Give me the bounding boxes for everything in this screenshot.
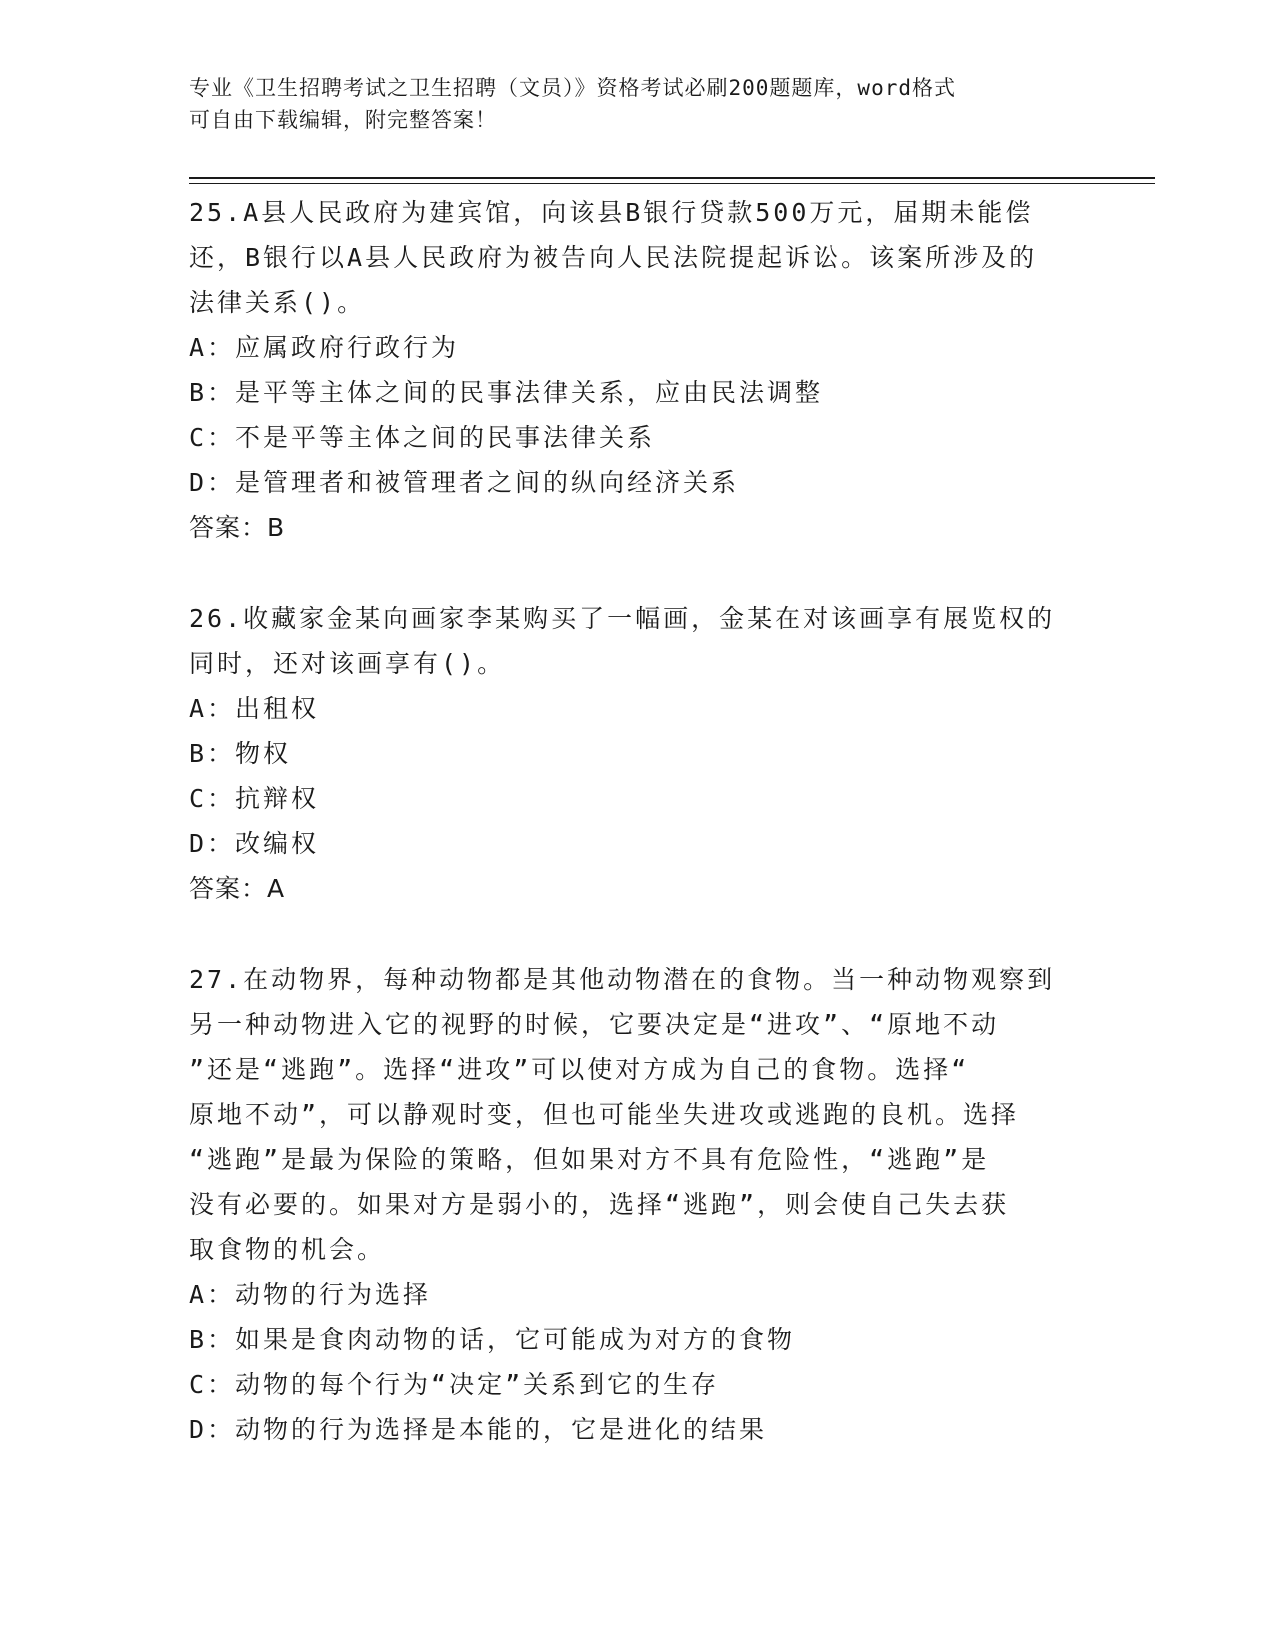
question-stem bbox=[189, 957, 1089, 1272]
option-c: C：动物的每个行为“决定”关系到它的生存 bbox=[189, 1370, 720, 1399]
stem-line: 26.收藏家金某向画家李某购买了一幅画，金某在对该画享有展览权的 bbox=[189, 604, 1056, 633]
option-b: B：如果是食肉动物的话，它可能成为对方的食物 bbox=[189, 1325, 796, 1354]
question-26 bbox=[189, 596, 1089, 911]
option-a: A：出租权 bbox=[189, 694, 320, 723]
stem-line: “逃跑”是最为保险的策略，但如果对方不具有危险性，“逃跑”是 bbox=[189, 1145, 990, 1174]
header-line-1: 专业《卫生招聘考试之卫生招聘（文员）》资格考试必刷200题题库，word格式 bbox=[189, 76, 956, 100]
header-line-2: 可自由下载编辑，附完整答案！ bbox=[189, 108, 497, 132]
option-a: A：动物的行为选择 bbox=[189, 1280, 432, 1309]
answer-line: 答案：B bbox=[189, 513, 286, 542]
question-stem bbox=[189, 596, 1089, 686]
question-25 bbox=[189, 190, 1089, 550]
stem-line: ”还是“逃跑”。选择“进攻”可以使对方成为自己的食物。选择“ bbox=[189, 1055, 970, 1084]
option-d: D：改编权 bbox=[189, 829, 320, 858]
header-divider-thick bbox=[189, 177, 1155, 179]
stem-line: 原地不动”，可以静观时变，但也可能坐失进攻或逃跑的良机。选择 bbox=[189, 1100, 1020, 1129]
question-stem bbox=[189, 190, 1089, 325]
spacer bbox=[189, 911, 1089, 957]
stem-line: 25.A县人民政府为建宾馆，向该县B银行贷款500万元，届期未能偿 bbox=[189, 198, 1034, 227]
stem-line: 还，B银行以A县人民政府为被告向人民法院提起诉讼。该案所涉及的 bbox=[189, 243, 1038, 272]
question-27 bbox=[189, 957, 1089, 1452]
document-header bbox=[189, 72, 1069, 136]
spacer bbox=[189, 550, 1089, 596]
option-d: D：是管理者和被管理者之间的纵向经济关系 bbox=[189, 468, 740, 497]
stem-line: 没有必要的。如果对方是弱小的，选择“逃跑”，则会使自己失去获 bbox=[189, 1190, 1010, 1219]
stem-line: 27.在动物界，每种动物都是其他动物潜在的食物。当一种动物观察到 bbox=[189, 965, 1056, 994]
stem-line: 另一种动物进入它的视野的时候，它要决定是“进攻”、“原地不动 bbox=[189, 1010, 1000, 1039]
question-list bbox=[189, 190, 1089, 1452]
stem-line: 取食物的机会。 bbox=[189, 1235, 386, 1264]
header-divider-thin bbox=[189, 183, 1155, 184]
option-c: C：不是平等主体之间的民事法律关系 bbox=[189, 423, 656, 452]
option-d: D：动物的行为选择是本能的，它是进化的结果 bbox=[189, 1415, 768, 1444]
answer-line: 答案：A bbox=[189, 874, 286, 903]
option-c: C：抗辩权 bbox=[189, 784, 320, 813]
stem-line: 同时，还对该画享有()。 bbox=[189, 649, 506, 678]
option-b: B：物权 bbox=[189, 739, 292, 768]
option-b: B：是平等主体之间的民事法律关系，应由民法调整 bbox=[189, 378, 824, 407]
option-a: A：应属政府行政行为 bbox=[189, 333, 460, 362]
stem-line: 法律关系()。 bbox=[189, 288, 366, 317]
